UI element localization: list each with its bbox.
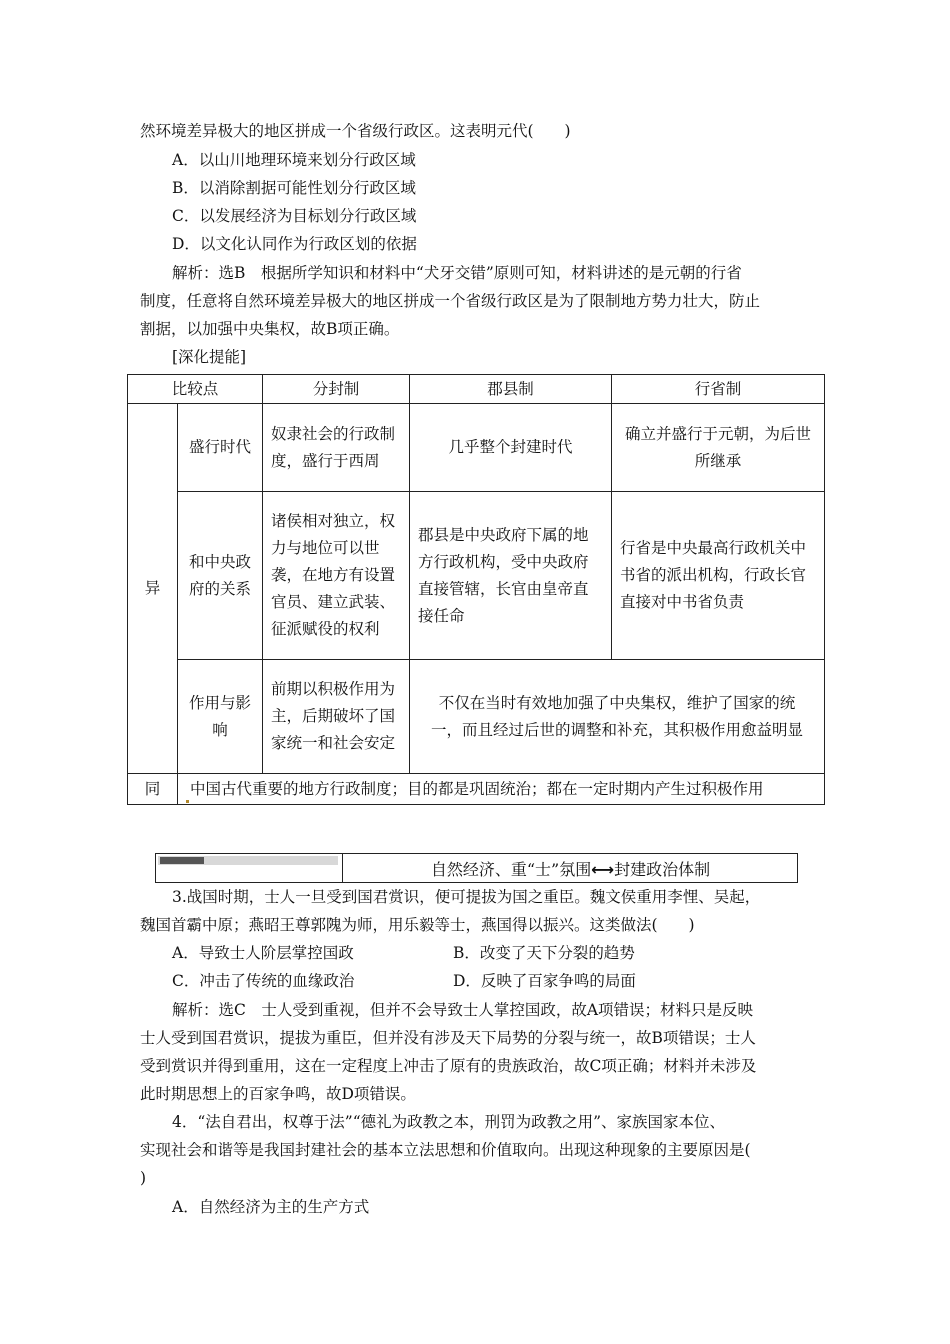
row-label: 盛行时代 [178, 404, 263, 492]
table-cell: 诸侯相对独立，权力与地位可以世袭，在地方有设置官员、建立武装、征派赋役的权利 [263, 492, 410, 660]
q3-option-d: D．反映了百家争鸣的局面 [453, 972, 636, 990]
tong-text: 中国古代重要的地方行政制度；目的都是巩固统治；都在一定时期内产生过积极作用 [190, 779, 764, 798]
table-cell: 行省是中央最高行政机关中书省的派出机构，行政长官直接对中书省负责 [612, 492, 825, 660]
option-c: C．以发展经济为目标划分行政区域 [172, 207, 417, 225]
q3-analysis-line: 此时期思想上的百家争鸣，故D项错误。 [140, 1085, 416, 1103]
header-cell: 郡县制 [410, 375, 612, 404]
q3-option-c: C．冲击了传统的血缘政治 [172, 972, 355, 990]
q4-option-a: A．自然经济为主的生产方式 [172, 1198, 370, 1216]
table-header-row [128, 375, 825, 404]
table-cell-merged: 不仅在当时有效地加强了中央集权，维护了国家的统一，而且经过后世的调整和补充，其积极作用愈益明显 [410, 660, 825, 774]
topic-banner [155, 853, 798, 883]
row-label: 和中央政府的关系 [178, 492, 263, 660]
option-a: A．以山川地理环境来划分行政区域 [172, 151, 416, 169]
table-cell: 几乎整个封建时代 [410, 404, 612, 492]
table-row [128, 404, 825, 492]
q3-analysis-line: 受到赏识并得到重用，这在一定程度上冲击了原有的贵族政治，故C项正确；材料并未涉及 [140, 1057, 757, 1075]
table-cell: 确立并盛行于元朝，为后世所继承 [612, 404, 825, 492]
q3-option-b: B．改变了天下分裂的趋势 [453, 944, 635, 962]
topic-tag-mark [160, 857, 204, 864]
banner-divider [342, 854, 343, 882]
question-stem: 然环境差异极大的地区拼成一个省级行政区。这表明元代( ) [140, 122, 571, 140]
analysis-line: 制度，任意将自然环境差异极大的地区拼成一个省级行政区是为了限制地方势力壮大，防止 [140, 292, 761, 310]
q3-analysis-line: 士人受到国君赏识，提拔为重臣，但并没有涉及天下局势的分裂与统一，故B项错误；士人 [140, 1029, 756, 1047]
q3-analysis-line: 解析：选C 士人受到重视，但并不会导致士人掌控国政，故A项错误；材料只是反映 [172, 1001, 754, 1019]
table-row [128, 774, 825, 805]
header-cell: 比较点 [128, 375, 263, 404]
analysis-line: 解析：选B 根据所学知识和材料中“犬牙交错”原则可知，材料讲述的是元朝的行省 [172, 264, 742, 282]
table-row [128, 660, 825, 774]
tong-text-cell [178, 774, 825, 805]
topic-title [344, 857, 797, 880]
tong-cell: 同 [128, 774, 178, 805]
yi-cell: 异 [128, 404, 178, 774]
section-label: [深化提能] [172, 348, 247, 366]
header-cell: 行省制 [612, 375, 825, 404]
row-label: 作用与影响 [178, 660, 263, 774]
q4-stem-line: 4．“法自君出，权尊于法”“德礼为政教之本，刑罚为政教之用”、家族国家本位、 [172, 1113, 726, 1131]
topic-right: 封建政治体制 [614, 860, 711, 879]
topic-tag [158, 856, 338, 865]
option-b: B．以消除割据可能性划分行政区域 [172, 179, 416, 197]
q4-stem-line: 实现社会和谐等是我国封建社会的基本立法思想和价值取向。出现这种现象的主要原因是( [140, 1141, 751, 1159]
comparison-table [127, 374, 825, 805]
table-cell: 前期以积极作用为主，后期破坏了国家统一和社会安定 [263, 660, 410, 774]
analysis-line: 割据，以加强中央集权，故B项正确。 [140, 320, 400, 338]
option-d: D．以文化认同作为行政区划的依据 [172, 235, 417, 253]
header-cell: 分封制 [263, 375, 410, 404]
dot-mark [186, 800, 189, 803]
q3-option-a: A．导致士人阶层掌控国政 [172, 944, 354, 962]
topic-left: 自然经济、重“士”氛围 [430, 860, 592, 879]
table-row [128, 492, 825, 660]
double-arrow-icon: ⟷ [591, 860, 615, 879]
q3-stem-line: 魏国首霸中原；燕昭王尊郭隗为师，用乐毅等士，燕国得以振兴。这类做法( ) [140, 916, 695, 934]
q3-stem-line: 3.战国时期，士人一旦受到国君赏识，便可提拔为国之重臣。魏文侯重用李悝、吴起， [172, 888, 761, 906]
q4-stem-line: ) [140, 1169, 147, 1187]
table-cell: 郡县是中央政府下属的地方行政机构，受中央政府直接管辖，长官由皇帝直接任命 [410, 492, 612, 660]
table-cell: 奴隶社会的行政制度，盛行于西周 [263, 404, 410, 492]
